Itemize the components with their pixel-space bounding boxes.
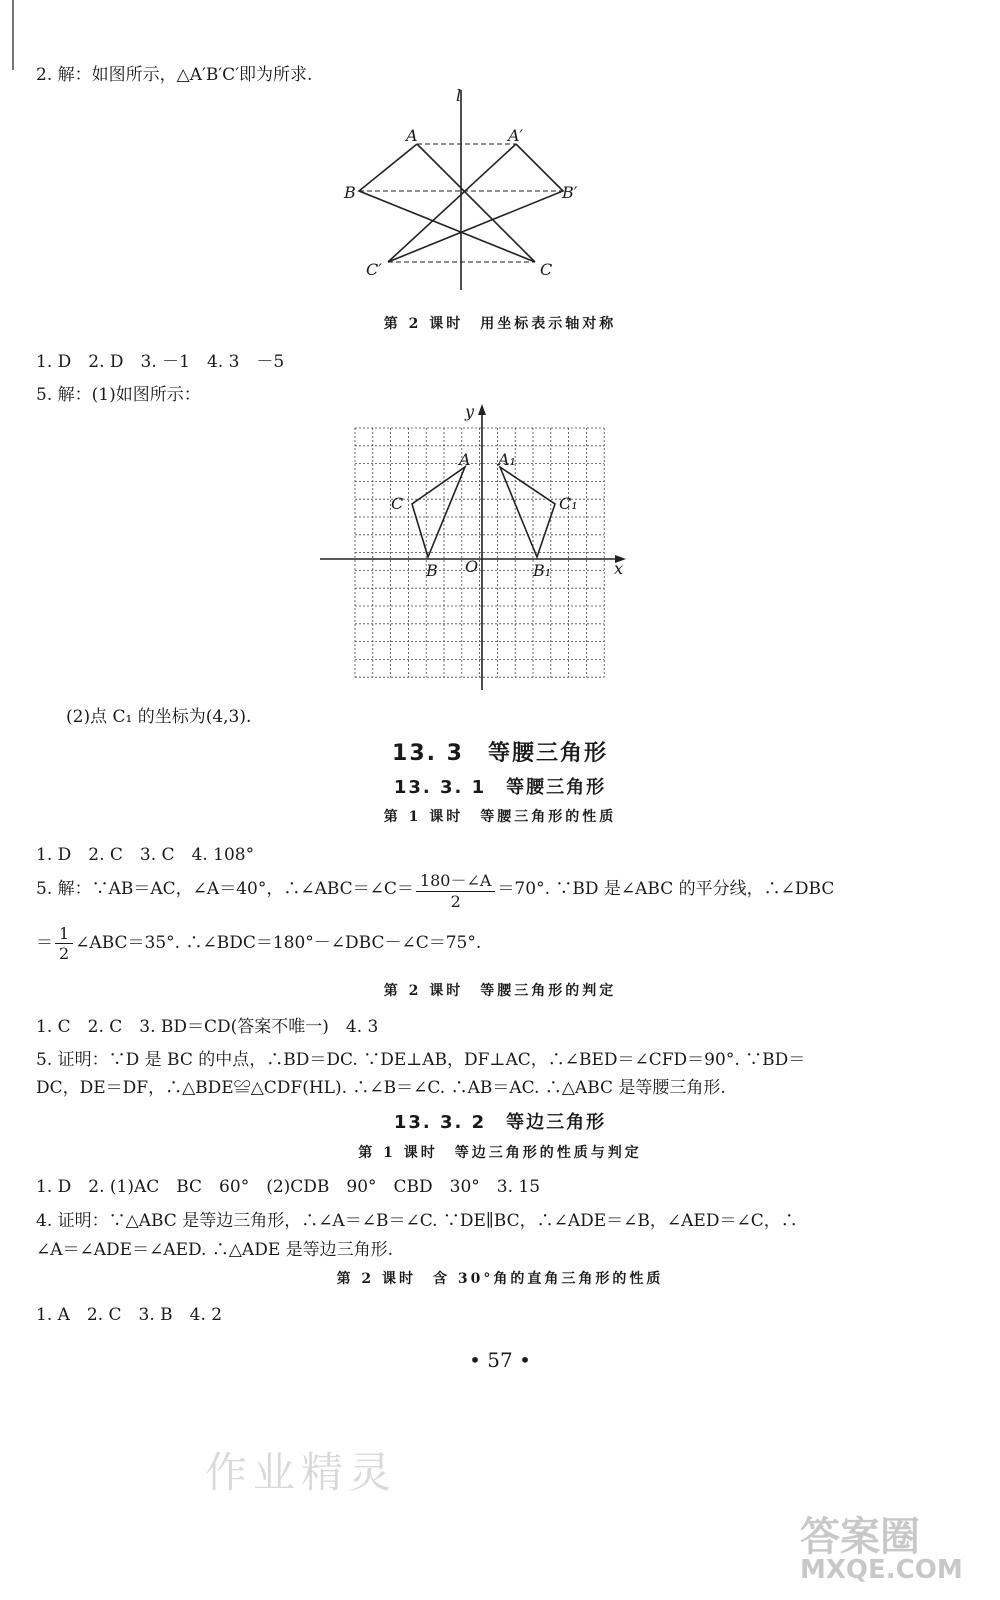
heading-13-3-1: 13. 3. 1 等腰三角形 <box>393 777 607 798</box>
label-y: y <box>465 402 475 421</box>
label-c-prime: C′ <box>366 260 382 279</box>
answers-1332b: 1. A 2. C 3. B 4. 2 <box>36 1305 223 1325</box>
proof-5-line2: DC，DE＝DF，∴△BDE≌△CDF(HL). ∴∠B＝∠C. ∴AB＝AC. ∴△ABC 是等腰三角形. <box>36 1078 726 1098</box>
label-grid-c1: C₁ <box>559 494 578 513</box>
grid <box>355 428 604 677</box>
heading-13-3-2: 13. 3. 2 等边三角形 <box>393 1112 607 1133</box>
section-1331b: 第 2 课时 等腰三角形的判定 <box>383 983 617 999</box>
label-grid-b1: B₁ <box>533 561 552 580</box>
section-1331a: 第 1 课时 等腰三角形的性质 <box>383 809 617 825</box>
page-number: • 57 • <box>469 1348 531 1372</box>
answer-5-part2: (2)点 C₁ 的坐标为(4,3). <box>66 707 252 727</box>
label-x: x <box>614 559 624 578</box>
solution-5-line1: 5. 解：∵AB＝AC，∠A＝40°，∴∠ABC＝∠C＝ $\frac{180-\angle A}{2}$ ＝70°. ∵BD 是∠ABC 的平分线，∴∠DBC <box>36 868 834 911</box>
site-watermark-url: MXQE.COM <box>800 1555 963 1585</box>
polygon-a1b1c1 <box>500 467 555 557</box>
triangle-abc <box>359 144 535 262</box>
answer-5-intro: 5. 解：(1)如图所示： <box>36 385 201 405</box>
answers-1331a: 1. D 2. C 3. C 4. 108° <box>36 845 255 865</box>
answer-2-line: 2. 解：如图所示，△A′B′C′即为所求. <box>36 65 313 85</box>
label-a-prime: A′ <box>508 126 524 145</box>
page-edge <box>12 0 14 70</box>
solution-5-line2: ＝ $\frac{1}{2}$ ∠ABC＝35°. ∴∠BDC＝180°－∠DBC－∠C＝75°. <box>36 924 482 963</box>
label-grid-a: A <box>459 450 471 469</box>
answers-coord: 1. D 2. D 3. －1 4. 3 －5 <box>36 352 285 372</box>
section-1332a: 第 1 课时 等边三角形的性质与判定 <box>358 1145 642 1161</box>
heading-13-3: 13. 3 等腰三角形 <box>392 741 608 766</box>
label-grid-b: B <box>426 561 438 580</box>
label-b: B <box>344 183 356 202</box>
label-origin: O <box>465 557 479 576</box>
proof-4-line2: ∠A＝∠ADE＝∠AED. ∴△ADE 是等边三角形. <box>36 1240 394 1260</box>
label-c: C <box>540 260 553 279</box>
stamp-watermark: 作业精灵 <box>205 1448 398 1497</box>
proof-4-line1: 4. 证明：∵△ABC 是等边三角形，∴∠A＝∠B＝∠C. ∵DE∥BC，∴∠ADE＝∠B，∠AED＝∠C，∴ <box>36 1211 798 1231</box>
coordinate-figure <box>310 400 640 695</box>
label-grid-c: C <box>391 494 404 513</box>
polygon-abc <box>412 467 465 557</box>
site-watermark-logo: 答案圈 <box>800 1514 920 1560</box>
answers-1332a: 1. D 2. (1)AC BC 60° (2)CDB 90° CBD 30° 3. 15 <box>36 1177 541 1197</box>
answers-1331b: 1. C 2. C 3. BD＝CD(答案不唯一) 4. 3 <box>36 1017 379 1037</box>
fraction-a: $\frac{180-\angle A}{2}$ <box>416 868 496 911</box>
proof-5-line1: 5. 证明：∵D 是 BC 的中点，∴BD＝DC. ∵DE⊥AB，DF⊥AC，∴∠BED＝∠CFD＝90°. ∵BD＝ <box>36 1050 806 1070</box>
label-l: l <box>456 86 462 105</box>
label-grid-a1: A₁ <box>498 450 516 469</box>
section-coord: 第 2 课时 用坐标表示轴对称 <box>383 316 617 332</box>
section-1332b: 第 2 课时 含 30°角的直角三角形的性质 <box>336 1271 664 1287</box>
label-b-prime: B′ <box>562 183 578 202</box>
fraction-half: $\frac{1}{2}$ <box>55 924 73 963</box>
label-a: A <box>406 126 418 145</box>
